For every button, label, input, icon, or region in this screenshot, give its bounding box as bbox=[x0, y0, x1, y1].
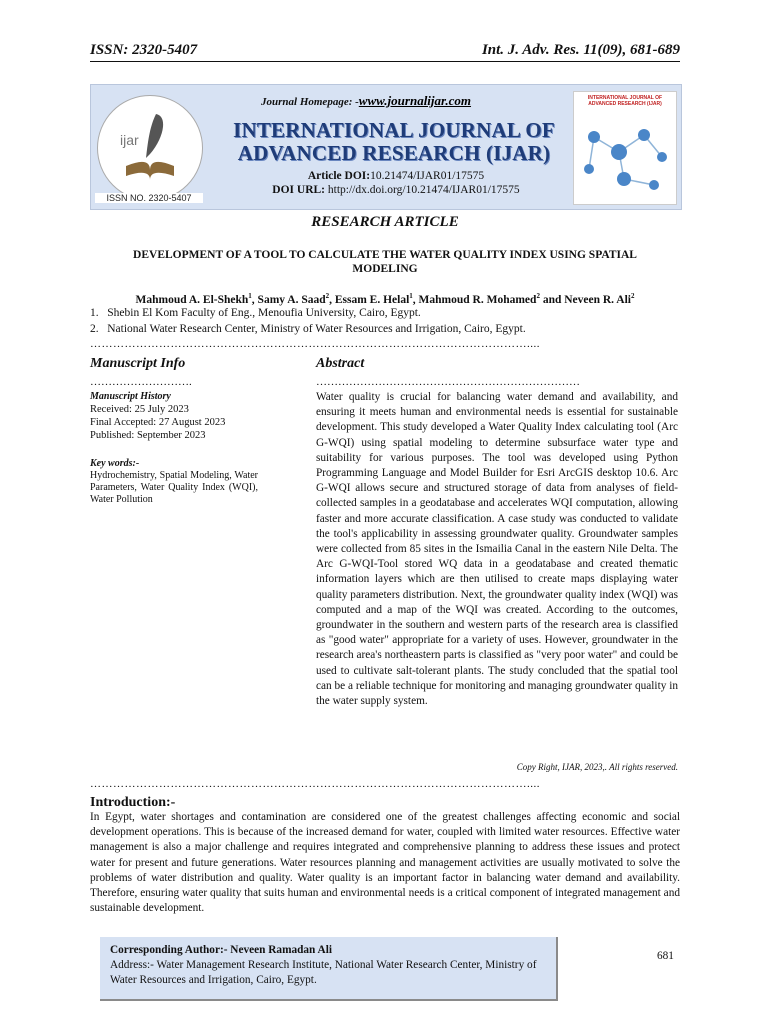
abstract-heading: Abstract bbox=[316, 356, 365, 371]
page-number: 681 bbox=[657, 950, 674, 962]
journal-title bbox=[219, 119, 569, 165]
author-name: Essam E. Helal bbox=[334, 293, 410, 306]
doi-url[interactable]: http://dx.doi.org/10.21474/IJAR01/17575 bbox=[327, 184, 520, 196]
journal-homepage bbox=[261, 93, 471, 109]
corresponding-author: Corresponding Author:- Neveen Ramadan Ali bbox=[110, 944, 332, 956]
dotted-divider: …………………………………………………………………………………………………….... bbox=[90, 338, 540, 350]
article-type: RESEARCH ARTICLE bbox=[311, 214, 459, 230]
homepage-label: Journal Homepage: - bbox=[261, 96, 359, 108]
affiliation-1: 1. Shebin El Kom Faculty of Eng., Menoufia University, Cairo, Egypt. bbox=[90, 307, 421, 319]
running-header bbox=[90, 42, 680, 62]
journal-logo bbox=[97, 95, 203, 201]
author-list: Mahmoud A. El-Shekh$^1$, Samy A. Saad$^2$, Essam E. Helal$^1$, Mahmoud R. Mohamed$^2$ and Neveen R. Ali$^2$ bbox=[135, 292, 635, 306]
author-name: Mahmoud R. Mohamed bbox=[418, 293, 537, 306]
issn-text: ISSN: 2320-5407 bbox=[90, 42, 198, 58]
abstract-dots: ……………………………………………………………… bbox=[316, 376, 580, 388]
doi-block bbox=[241, 169, 551, 197]
doi-url-label: DOI URL: bbox=[272, 184, 326, 196]
journal-cover-image bbox=[573, 91, 677, 205]
logo-issn: ISSN NO. 2320-5407 bbox=[95, 193, 203, 203]
keywords-block bbox=[90, 458, 258, 506]
manuscript-history bbox=[90, 391, 260, 442]
published-date: Published: September 2023 bbox=[90, 430, 206, 441]
author-affiliation-mark: 2 bbox=[325, 292, 330, 300]
molecule-icon bbox=[574, 107, 674, 197]
author-name: Neveen R. Ali bbox=[564, 293, 631, 306]
logo-text: ijar bbox=[120, 132, 139, 148]
journal-banner bbox=[90, 84, 682, 210]
doi-value: 10.21474/IJAR01/17575 bbox=[370, 170, 485, 182]
author-affiliation-mark: 2 bbox=[536, 292, 540, 300]
keywords-label: Key words:- bbox=[90, 458, 140, 469]
abstract-text: Water quality is crucial for balancing water demand and availability, and ensuring it meets human and environmental needs is essential for sustainable development. This study developed a Water Quality Index calculating tool (Arc G-WQI) using spatial modeling to determine subsurface water type and suitability for various purposes. The tool was developed using Python Programming Language and Model Builder for Esri ArcGIS desktop 10.6. Arc G-WQI allows secure and structured storage of data from analyses of field-collected samples in a geodatabase and accelerates WQI computation, allowing faster and more accurate classification. A case study was conducted to validate the tool's applicability in assessing groundwater quality. Groundwater samples were collected from 85 sites in the Ismailia Canal in the eastern Nile Delta. The Arc G-WQI-Tool stored WQ data in a geodatabase and created thematic information layers which are then utilised to create maps displaying water quality parameters distribution. Next, the groundwater quality index (WQI) was computed and a map of the WQI was created. According to the outcomes, groundwater in the southern and western parts of the research area is classified as "good water" appropriate for a variety of uses. However, groundwater in the research area's northeastern parts is classified as "very poor water" and could be used to cultivate salt-tolerant plants. The study concluded that the spatial tool can be a reliable technique for monitoring and managing groundwater quality in the water supply system. bbox=[316, 391, 678, 708]
dotted-divider: …………………………………………………………………………………………………….... bbox=[90, 778, 540, 790]
affiliation-2: 2. National Water Research Center, Ministry of Water Resources and Irrigation, Cairo, Egypt. bbox=[90, 323, 526, 335]
keywords-text: Hydrochemistry, Spatial Modeling, Water Parameters, Water Quality Index (WQI), Water Pollution bbox=[90, 470, 258, 505]
history-label: Manuscript History bbox=[90, 391, 171, 402]
doi-label: Article DOI: bbox=[307, 170, 371, 182]
introduction-text: In Egypt, water shortages and contamination are considered one of the greatest challenges affecting economic and social development operations. This is because of the increased demand for water, coupled with limited water resources. Effective water management is also a major challenge and requires integrated and comprehensive planning to address these issues and protect water for present and future generations. Water resources planning and management activities are usually motivated to solve the problems of water distribution and quality. Water quality is an important factor in balancing water demand and availability. Therefore, ensuring water quality that suits human and environmental needs is a critical component of integrated management and sustainable development. bbox=[90, 811, 680, 915]
author-name: Mahmoud A. El-Shekh bbox=[135, 293, 249, 306]
copyright-notice: Copy Right, IJAR, 2023,. All rights reserved. bbox=[516, 762, 678, 772]
journal-reference: Int. J. Adv. Res. 11(09), 681-689 bbox=[481, 42, 680, 58]
author-affiliation-mark: 1 bbox=[248, 292, 252, 300]
journal-title-line2: ADVANCED RESEARCH (IJAR) bbox=[237, 141, 551, 165]
corresponding-author-box bbox=[100, 937, 558, 1001]
accepted-date: Final Accepted: 27 August 2023 bbox=[90, 417, 226, 428]
cover-title: INTERNATIONAL JOURNAL OF ADVANCED RESEARCH (IJAR) bbox=[587, 95, 663, 107]
journal-title-line1: INTERNATIONAL JOURNAL OF bbox=[233, 118, 555, 142]
introduction-heading: Introduction:- bbox=[90, 795, 176, 810]
author-name: Samy A. Saad bbox=[257, 293, 326, 306]
manuscript-info-dots: ………………………. bbox=[90, 376, 192, 388]
manuscript-info-heading: Manuscript Info bbox=[90, 356, 186, 371]
homepage-link[interactable]: www.journalijar.com bbox=[358, 93, 472, 108]
received-date: Received: 25 July 2023 bbox=[90, 404, 189, 415]
author-affiliation-mark: 1 bbox=[409, 292, 413, 300]
author-address: Address:- Water Management Research Institute, National Water Research Center, Ministry of Water Resources and Irrigation, Cairo, Egypt. bbox=[110, 959, 537, 986]
quill-book-icon bbox=[98, 96, 202, 200]
paper-title: DEVELOPMENT OF A TOOL TO CALCULATE THE WATER QUALITY INDEX USING SPATIAL MODELING bbox=[133, 249, 637, 275]
author-affiliation-mark: 2 bbox=[631, 292, 635, 300]
